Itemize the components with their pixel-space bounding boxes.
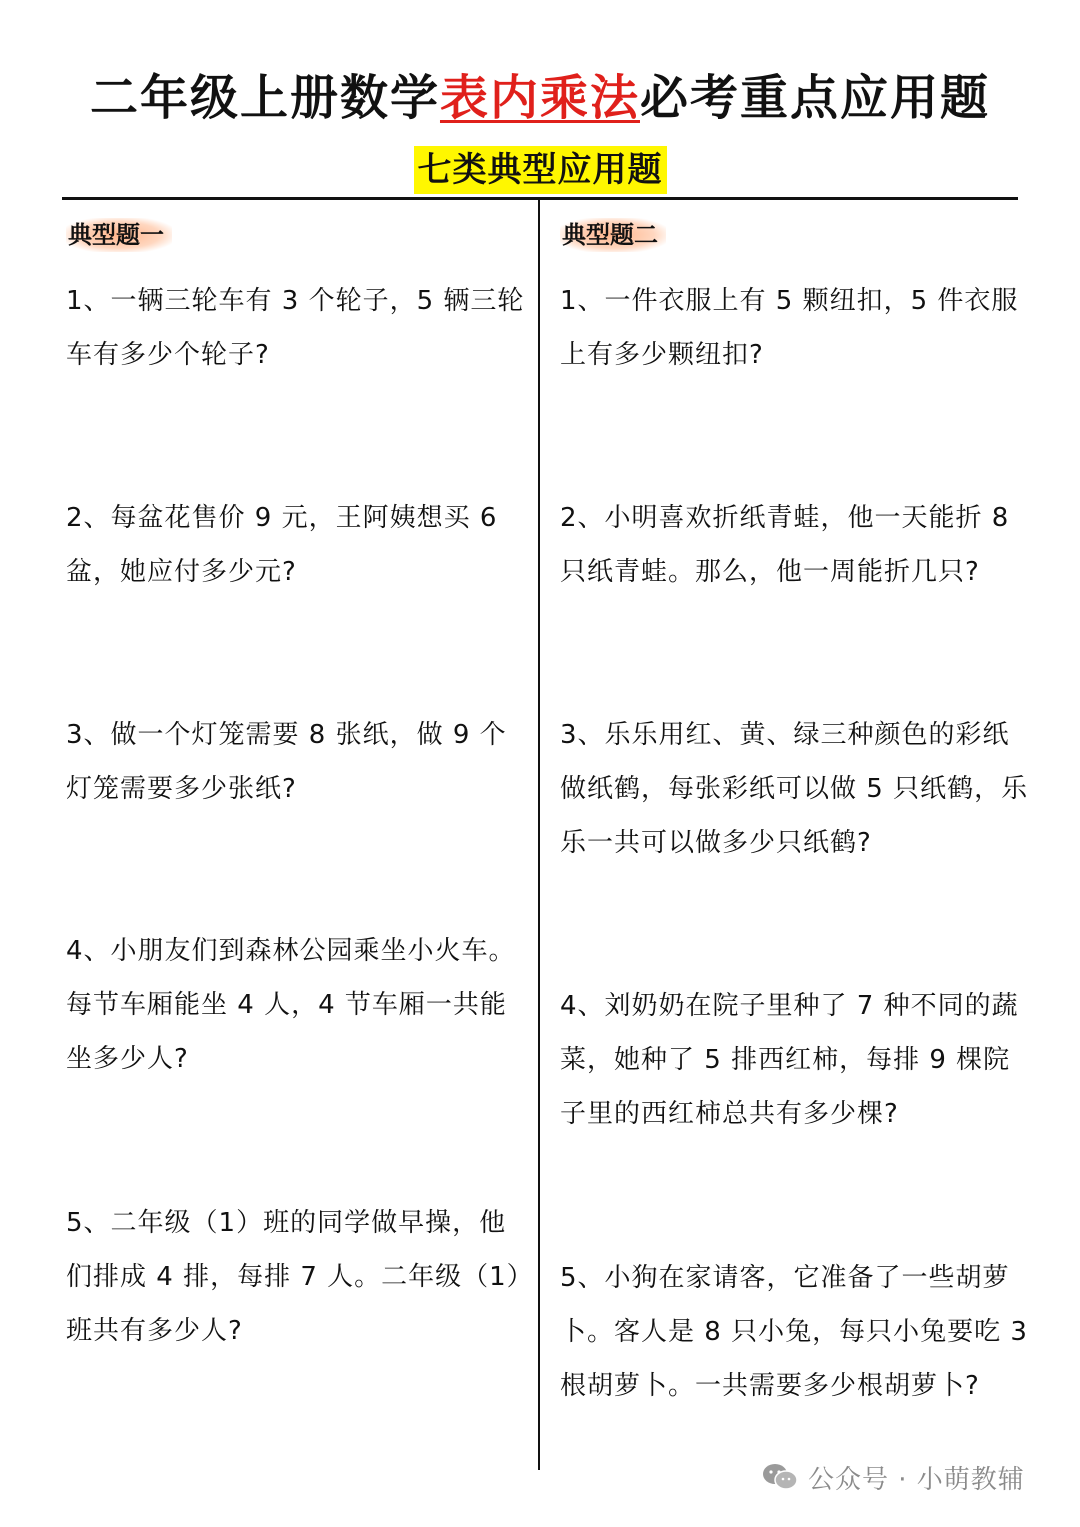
page-title xyxy=(0,66,1080,130)
subtitle: 七类典型应用题 xyxy=(414,146,667,194)
question-right-4: 4、刘奶奶在院子里种了 7 种不同的蔬菜，她种了 5 排西红柿，每排 9 棵院子里的西红柿总共有多少棵? xyxy=(560,991,1019,1129)
subtitle-container xyxy=(0,146,1080,194)
question-left-4: 4、小朋友们到森林公园乘坐小火车。每节车厢能坐 4 人，4 节车厢一共能坐多少人? xyxy=(66,936,516,1074)
question-left-5: 5、二年级（1）班的同学做早操，他们排成 4 排，每排 7 人。二年级（1）班共有多少人? xyxy=(66,1208,521,1346)
question-left-1: 1、一辆三轮车有 3 个轮子，5 辆三轮车有多少个轮子? xyxy=(66,286,525,370)
category-label-left: 典型题一 xyxy=(66,218,172,252)
watermark xyxy=(762,1457,1025,1497)
header-divider xyxy=(62,197,1018,200)
watermark-text: 公众号 · 小萌教辅 xyxy=(808,1464,1025,1495)
category-label-right: 典型题二 xyxy=(560,218,666,252)
question-left-2: 2、每盆花售价 9 元，王阿姨想买 6 盆，她应付多少元? xyxy=(66,503,507,587)
question-left-3: 3、做一个灯笼需要 8 张纸，做 9 个灯笼需要多少张纸? xyxy=(66,720,507,804)
column-divider xyxy=(538,200,540,1470)
title-prefix: 二年级上册数学 xyxy=(89,70,440,126)
wechat-icon xyxy=(762,1462,798,1492)
question-right-3: 3、乐乐用红、黄、绿三种颜色的彩纸做纸鹤，每张彩纸可以做 5 只纸鹤，乐乐一共可以做多少只纸鹤? xyxy=(560,720,1029,858)
question-right-2: 2、小明喜欢折纸青蛙，他一天能折 8 只纸青蛙。那么，他一周能折几只? xyxy=(560,503,1019,587)
title-highlight: 表内乘法 xyxy=(439,70,640,126)
title-suffix: 必考重点应用题 xyxy=(640,70,991,126)
question-right-1: 1、一件衣服上有 5 颗纽扣，5 件衣服上有多少颗纽扣? xyxy=(560,286,1019,370)
question-right-5: 5、小狗在家请客，它准备了一些胡萝卜。客人是 8 只小兔，每只小兔要吃 3 根胡萝卜。一共需要多少根胡萝卜? xyxy=(560,1263,1038,1401)
